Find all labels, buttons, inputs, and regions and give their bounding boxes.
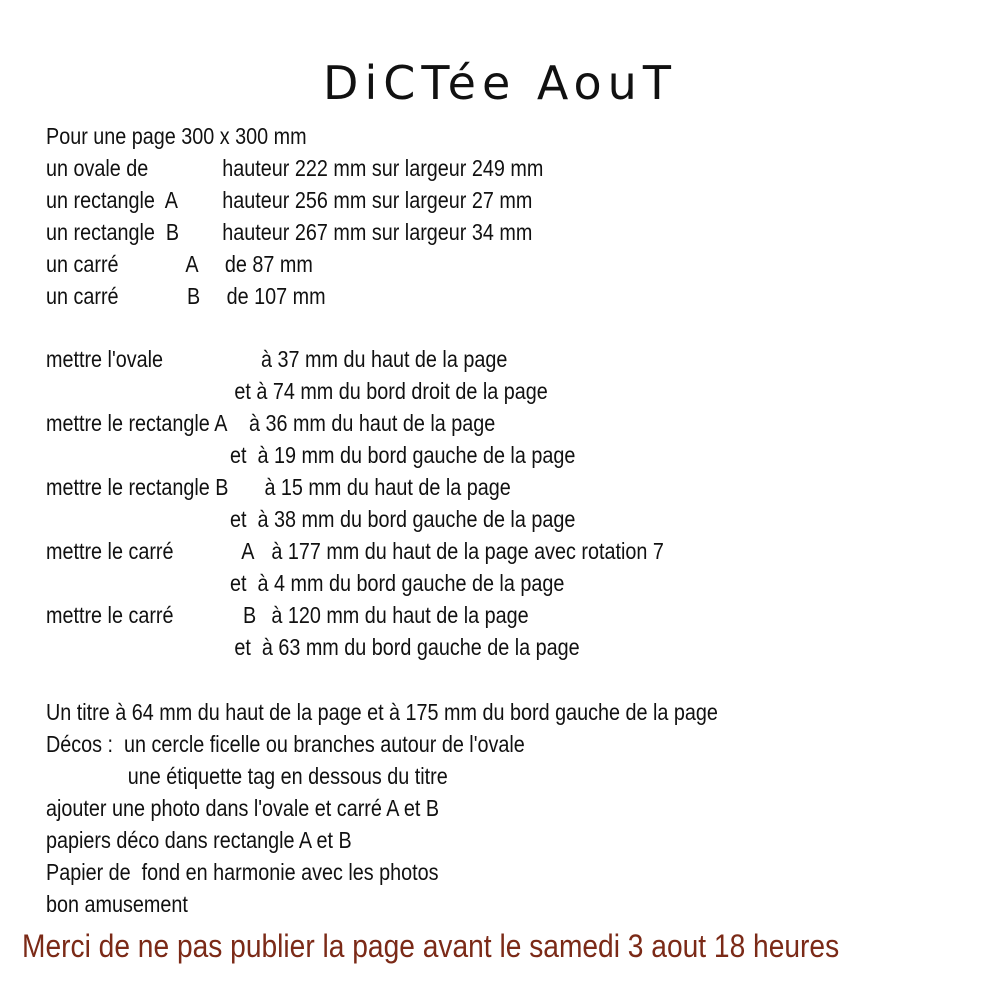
square-b-size: de 107 mm [226,283,326,309]
square-a-place-top: à 177 mm du haut de la page avec rotation 7 [271,538,664,564]
rectangle-b-size: hauteur 267 mm sur largeur 34 mm [222,219,533,245]
rectangle-a-label: un rectangle A [46,187,178,213]
rectangle-a-place-side: et à 19 mm du bord gauche de la page [230,442,576,468]
square-a-letter: A [185,251,199,277]
tag-text: une étiquette tag en dessous du titre [127,763,448,789]
oval-place-top: à 37 mm du haut de la page [261,346,508,372]
square-a-place-letter: A [241,538,255,564]
page-title: DiCTée AouT [323,56,677,110]
rectangle-b-place-top: à 15 mm du haut de la page [264,474,511,500]
oval-label: un ovale de [46,155,149,181]
oval-place-label: mettre l'ovale [46,346,164,372]
decos-text: Décos : un cercle ficelle ou branches autour de l'ovale [46,731,525,757]
closing-text: bon amusement [46,891,188,917]
rectangle-a-size: hauteur 256 mm sur largeur 27 mm [222,187,533,213]
square-b-place-label: mettre le carré [46,602,174,628]
background-paper-text: Papier de fond en harmonie avec les photos [46,859,439,885]
papers-text: papiers déco dans rectangle A et B [46,827,352,853]
rectangle-a-place-label: mettre le rectangle A [46,410,228,436]
title-placement-text: Un titre à 64 mm du haut de la page et à 175 mm du bord gauche de la page [46,699,718,725]
square-a-size: de 87 mm [224,251,313,277]
square-b-place-letter: B [242,602,257,628]
oval-place-side: et à 74 mm du bord droit de la page [234,378,548,404]
square-a-place-side: et à 4 mm du bord gauche de la page [230,570,565,596]
oval-size: hauteur 222 mm sur largeur 249 mm [222,155,544,181]
photo-text: ajouter une photo dans l'ovale et carré A et B [46,795,440,821]
square-b-letter: B [187,283,201,309]
rectangle-b-place-label: mettre le rectangle B [46,474,229,500]
rectangle-b-label: un rectangle B [46,219,180,245]
page-size-text: Pour une page 300 x 300 mm [46,123,307,149]
rectangle-b-place-side: et à 38 mm du bord gauche de la page [230,506,576,532]
square-b-place-top: à 120 mm du haut de la page [271,602,529,628]
publication-notice: Merci de ne pas publier la page avant le samedi 3 aout 18 heures [22,928,840,964]
square-b-place-side: et à 63 mm du bord gauche de la page [234,634,580,660]
square-a-place-label: mettre le carré [46,538,174,564]
square-a-label: un carré [46,251,119,277]
rectangle-a-place-top: à 36 mm du haut de la page [248,410,496,436]
square-b-label: un carré [46,283,119,309]
